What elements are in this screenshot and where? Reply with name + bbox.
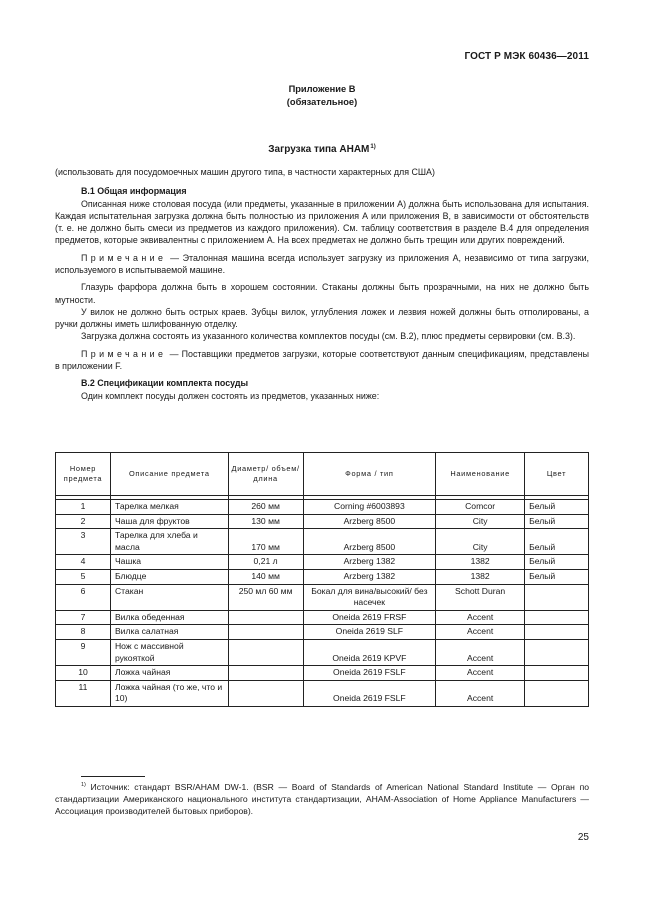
cell-form: Oneida 2619 FSLF	[303, 680, 436, 706]
cell-description: Стакан	[110, 584, 228, 610]
cell-number: 3	[56, 529, 111, 555]
footnote-ref: 1)	[370, 144, 376, 150]
section-title-text: Загрузка типа АНАМ	[268, 144, 370, 155]
table-header-row	[56, 453, 589, 496]
footnote	[55, 781, 589, 817]
cell-size	[228, 680, 303, 706]
cell-color	[525, 680, 589, 706]
standard-header: ГОСТ Р МЭК 60436—2011	[464, 51, 589, 62]
note-suppliers	[55, 348, 589, 373]
cell-description: Тарелка для хлеба и масла	[110, 529, 228, 555]
cell-color	[525, 610, 589, 625]
cell-name: Accent	[436, 625, 525, 640]
header-form: Форма / тип	[303, 453, 436, 496]
cell-color: Белый	[525, 529, 589, 555]
note-label: Примечание	[81, 252, 167, 263]
cell-name: Accent	[436, 680, 525, 706]
cell-name: Comcor	[436, 500, 525, 515]
cell-color: Белый	[525, 500, 589, 515]
table-row	[56, 514, 589, 529]
cell-size: 140 мм	[228, 569, 303, 584]
header-size: Диаметр/ объем/ длина	[228, 453, 303, 496]
cell-form: Oneida 2619 SLF	[303, 625, 436, 640]
table-row	[56, 569, 589, 584]
heading-b1: В.1 Общая информация	[81, 186, 187, 197]
paragraph-load: Загрузка должна состоять из указанного количества комплектов посуды (см. В.2), плюс предметы сервировки (см. В.3).	[81, 331, 576, 342]
table-row	[56, 500, 589, 515]
cell-name: Accent	[436, 610, 525, 625]
cell-description: Чашка	[110, 555, 228, 570]
table-row	[56, 666, 589, 681]
footnote-mark: 1)	[81, 782, 86, 788]
cell-form: Oneida 2619 KPVF	[303, 639, 436, 665]
cell-description: Тарелка мелкая	[110, 500, 228, 515]
cell-size: 130 мм	[228, 514, 303, 529]
cell-name: Accent	[436, 639, 525, 665]
table-row	[56, 610, 589, 625]
header-description: Описание предмета	[110, 453, 228, 496]
place-setting-table	[55, 452, 589, 707]
cell-description: Вилка обеденная	[110, 610, 228, 625]
cell-name: 1382	[436, 555, 525, 570]
cell-size: 170 мм	[228, 529, 303, 555]
cell-name: Accent	[436, 666, 525, 681]
paragraph-general: Описанная ниже столовая посуда (или предметы, указанные в приложении А) должна быть использована для испытания. Каждая испытательная загрузка должна быть полностью из приложения А или приложения В, в зависимости от обстоятельств (т. е. не должно быть смеси из предметов из каждого приложения). См. таблицу соответствия в разделе В.4 для определения предметов, которые эквивалентны с приложением А. На всех предметах не должно быть трещин или других повреждений.	[55, 198, 589, 246]
cell-color	[525, 639, 589, 665]
cell-size	[228, 625, 303, 640]
cell-form: Oneida 2619 FSLF	[303, 666, 436, 681]
page-number: 25	[577, 832, 589, 843]
usage-note: (использовать для посудомоечных машин другого типа, в частности характерных для США)	[55, 167, 435, 177]
header-number: Номер предмета	[56, 453, 111, 496]
cell-size: 260 мм	[228, 500, 303, 515]
cell-number: 11	[56, 680, 111, 706]
paragraph-set: Один комплект посуды должен состоять из предметов, указанных ниже:	[81, 390, 380, 401]
cell-color	[525, 625, 589, 640]
table-row	[56, 639, 589, 665]
cell-number: 2	[56, 514, 111, 529]
cell-size: 0,21 л	[228, 555, 303, 570]
cell-form: Arzberg 8500	[303, 529, 436, 555]
note-label: Примечание	[81, 348, 167, 359]
cell-form: Бокал для вина/высокий/ без насечек	[303, 584, 436, 610]
cell-size	[228, 610, 303, 625]
paragraph-glaze: Глазурь фарфора должна быть в хорошем состоянии. Стаканы должны быть прозрачными, на них не должно быть мутности.	[55, 282, 589, 305]
cell-number: 10	[56, 666, 111, 681]
cell-number: 7	[56, 610, 111, 625]
cell-description: Вилка салатная	[110, 625, 228, 640]
cell-name: 1382	[436, 569, 525, 584]
footnote-divider	[81, 776, 145, 777]
cell-form: Arzberg 1382	[303, 569, 436, 584]
note-text: — Эталонная машина всегда использует загрузку из приложения А, независимо от типа загрузки, используемого в испытываемой машине.	[55, 252, 589, 275]
appendix-title: Приложение В	[288, 84, 356, 94]
table-row	[56, 555, 589, 570]
note-text: — Поставщики предметов загрузки, которые соответствуют данным спецификациям, представлены в приложении F.	[55, 348, 589, 371]
cell-color: Белый	[525, 569, 589, 584]
table-row	[56, 680, 589, 706]
header-name: Наименование	[436, 453, 525, 496]
cell-size	[228, 666, 303, 681]
cell-size: 250 мл 60 мм	[228, 584, 303, 610]
cell-color: Белый	[525, 555, 589, 570]
cell-name: Schott Duran	[436, 584, 525, 610]
cell-description: Блюдце	[110, 569, 228, 584]
cell-size	[228, 639, 303, 665]
table-row	[56, 529, 589, 555]
cell-number: 1	[56, 500, 111, 515]
table-row	[56, 625, 589, 640]
cell-number: 8	[56, 625, 111, 640]
cell-form: Arzberg 1382	[303, 555, 436, 570]
cell-number: 9	[56, 639, 111, 665]
body-text	[55, 166, 589, 402]
paragraph-forks: У вилок не должно быть острых краев. Зубцы вилок, углубления ложек и лезвия ножей должны быть отполированы, а ручки должны иметь шлифованную отделку.	[55, 306, 589, 330]
cell-color	[525, 666, 589, 681]
note-reference-machine	[55, 252, 589, 277]
footnote-text: Источник: стандарт BSR/AHAM DW-1. (BSR — Board of Standards of American National Standard Institute — Орган по стандартизации Американского национального института стандартизации, AHAM-Association of Home Appliance Manufacturers — Ассоциация производителей бытовых приборов).	[55, 782, 589, 817]
cell-name: City	[436, 529, 525, 555]
heading-b2: В.2 Спецификации комплекта посуды	[81, 378, 249, 389]
cell-description: Ложка чайная	[110, 666, 228, 681]
table-row	[56, 584, 589, 610]
cell-color: Белый	[525, 514, 589, 529]
appendix-subtitle: (обязательное)	[286, 97, 358, 107]
cell-description: Чаша для фруктов	[110, 514, 228, 529]
cell-color	[525, 584, 589, 610]
cell-number: 6	[56, 584, 111, 610]
header-color: Цвет	[525, 453, 589, 496]
cell-number: 5	[56, 569, 111, 584]
section-title	[55, 143, 589, 157]
cell-description: Нож с массивной рукояткой	[110, 639, 228, 665]
cell-description: Ложка чайная (то же, что и 10)	[110, 680, 228, 706]
cell-name: City	[436, 514, 525, 529]
cell-form: Oneida 2619 FRSF	[303, 610, 436, 625]
cell-form: Corning #6003893	[303, 500, 436, 515]
cell-form: Arzberg 8500	[303, 514, 436, 529]
cell-number: 4	[56, 555, 111, 570]
